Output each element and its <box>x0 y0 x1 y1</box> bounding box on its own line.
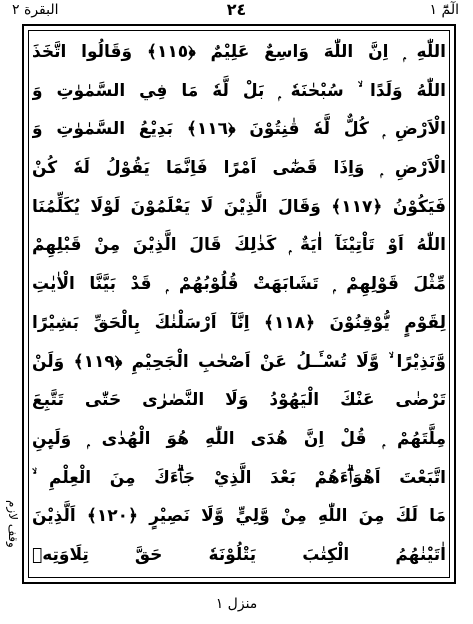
text-line: اٰتَيْنٰهُمُ الْكِتٰبَ يَتْلُوْنَهٗ حَقَّ تِلَاوَتِهٖ <box>32 544 446 565</box>
text-line: اتَّبَعْتَ اَهْوَاۗءَهُمْ بَعْدَ الَّذِيْ جَاۗءَكَ مِنَ الْعِلْمِ ۙ <box>32 467 446 488</box>
text-line: فَيَكُوْنُ ﴿١١٧﴾ وَقَالَ الَّذِيْنَ لَا يَعْلَمُوْنَ لَوْلَا يُكَلِّمُنَا <box>32 196 446 217</box>
text-line: مَا لَكَ مِنَ اللّٰهِ مِنْ وَّلِيٍّ وَّلَا نَصِيْرٍ ﴿١٢٠﴾ اَلَّذِيْنَ <box>32 506 446 527</box>
text-line: مِّثْلَ قَوْلِهِمْ ۭ تَشَابَهَتْ قُلُوْبُهُمْ ۭ قَدْ بَيَّنَّا الْاٰيٰتِ <box>32 274 446 295</box>
text-line: الْاَرْضِ ۭ كُلٌّ لَّهٗ قٰنِتُوْنَ ﴿١١٦﴾ بَدِيْعُ السَّمٰوٰتِ وَ <box>32 119 446 140</box>
text-line: وَّنَذِيْرًا ۙ وَّلَا تُسْـَٔـلُ عَنْ اَصْحٰبِ الْجَحِيْمِ ﴿١١٩﴾ وَلَنْ <box>32 351 446 372</box>
text-block <box>32 33 446 575</box>
text-line: لِقَوْمٍ يُّوْقِنُوْنَ ﴿١١٨﴾ اِنَّآ اَرْسَلْنٰكَ بِالْحَقِّ بَشِيْرًا <box>32 312 446 333</box>
text-line: اللّٰهُ وَلَدًا ۙ سُبْحٰنَهٗ ۭ بَلْ لَّهٗ مَا فِي السَّمٰوٰتِ وَ <box>32 80 446 101</box>
surah-name: البقرة ٢ <box>12 2 59 18</box>
page-header <box>0 0 473 22</box>
manzil-label: منزل ١ <box>215 596 258 612</box>
text-line: الْاَرْضِ ۭ وَاِذَا قَضٰٓى اَمْرًا فَاِنَّمَا يَقُوْلُ لَهٗ كُنْ <box>32 158 446 179</box>
text-line: مِلَّتَهُمْ ۭ قُلْ اِنَّ هُدَى اللّٰهِ هُوَ الْهُدٰى ۭ وَلَىِٕنِ <box>32 428 446 449</box>
juz-label: الٓمّٓ ١ <box>429 2 459 18</box>
waqf-margin-note: وقف لازم <box>6 500 20 548</box>
text-line: تَرْضٰى عَنْكَ الْيَهُوْدُ وَلَا النَّصٰرٰى حَتّٰى تَتَّبِعَ <box>32 390 446 411</box>
text-line: اللّٰهُ اَوْ تَاْتِيْنَآ اٰيَةٌ ۭ كَذٰلِكَ قَالَ الَّذِيْنَ مِنْ قَبْلِهِمْ <box>32 235 446 256</box>
text-line: اللّٰهِ ۭ اِنَّ اللّٰهَ وَاسِعٌ عَلِيْمٌ ﴿١١٥﴾ وَقَالُوا اتَّخَذَ <box>32 42 446 62</box>
page-number: ٢٤ <box>226 0 247 19</box>
